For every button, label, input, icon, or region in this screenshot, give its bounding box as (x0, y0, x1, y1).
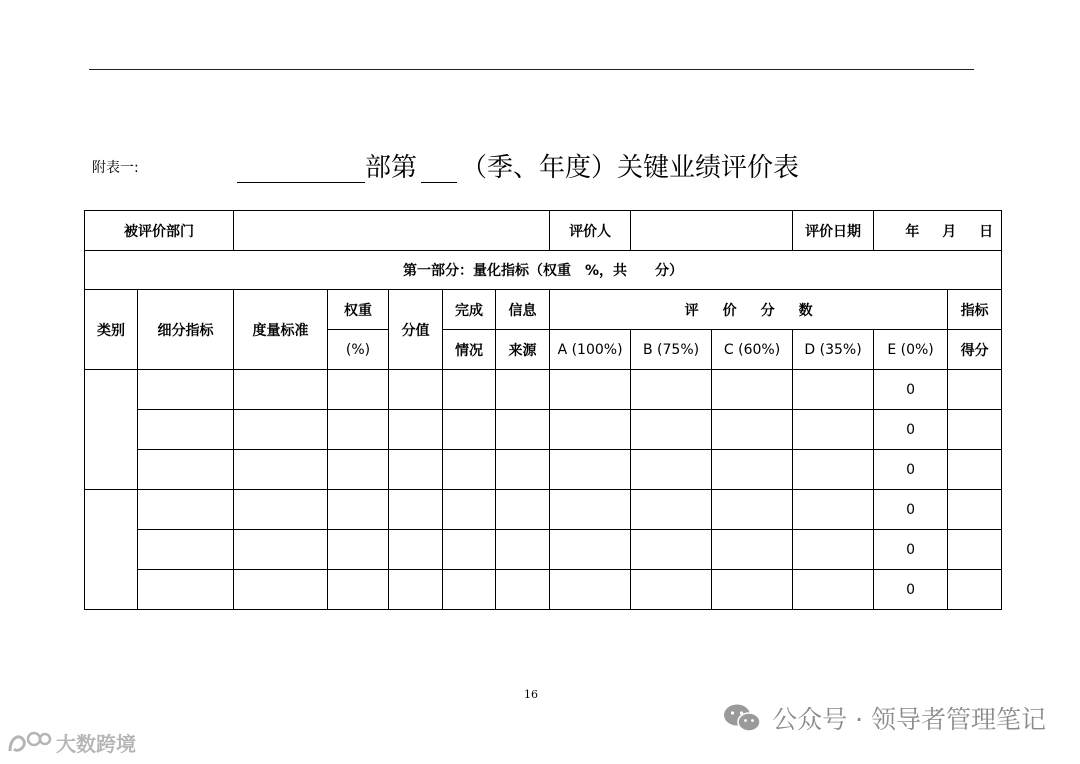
date-value (874, 211, 1002, 251)
month-label: 月 (942, 223, 957, 240)
period-blank (421, 152, 457, 183)
table-row (85, 370, 1002, 410)
eval-score-header (550, 290, 948, 330)
grade-e-header: E (0%) (874, 330, 948, 370)
grade-e-value: 0 (874, 450, 948, 490)
dept-value (234, 211, 550, 251)
section-title: 第一部分：量化指标（权重 %，共 分） (85, 251, 1002, 290)
completion-header-top: 完成 (443, 290, 496, 330)
watermark-brand (6, 728, 136, 757)
watermark-right-text: 公众号 · 领导者管理笔记 (772, 705, 1046, 734)
header-rule (89, 69, 974, 70)
category-header: 类别 (85, 290, 138, 370)
grade-e-value: 0 (874, 410, 948, 450)
section-row (85, 251, 1002, 290)
table-row (85, 490, 1002, 530)
grade-e-value: 0 (874, 490, 948, 530)
page-number: 16 (524, 688, 538, 701)
category-cell-2 (85, 490, 138, 610)
department-blank (237, 152, 365, 183)
info-source-header-bottom: 来源 (496, 330, 550, 370)
grade-b-header: B (75%) (631, 330, 712, 370)
evaluator-label: 评价人 (550, 211, 631, 251)
grade-e-value: 0 (874, 370, 948, 410)
brand-logo-icon (6, 729, 52, 757)
indicator-score-header-top: 指标 (948, 290, 1002, 330)
table-row (85, 450, 1002, 490)
sub-indicator-header: 细分指标 (138, 290, 234, 370)
weight-header-bottom: (%) (328, 330, 389, 370)
info-row (85, 211, 1002, 251)
eval-char-4: 数 (798, 302, 813, 319)
evaluator-value (631, 211, 793, 251)
completion-header-bottom: 情况 (443, 330, 496, 370)
grade-e-value: 0 (874, 570, 948, 610)
indicator-score-header-bottom: 得分 (948, 330, 1002, 370)
date-label: 评价日期 (793, 211, 874, 251)
table-row (85, 570, 1002, 610)
grade-c-header: C (60%) (712, 330, 793, 370)
page-title (237, 143, 799, 183)
grade-a-header: A (100%) (550, 330, 631, 370)
watermark-left-text: 大数跨境 (56, 732, 136, 756)
eval-char-2: 价 (722, 302, 737, 319)
category-cell-1 (85, 370, 138, 490)
dept-label: 被评价部门 (85, 211, 234, 251)
table-row (85, 530, 1002, 570)
day-label: 日 (979, 223, 994, 240)
column-header-row-1 (85, 290, 1002, 330)
grade-d-header: D (35%) (793, 330, 874, 370)
score-value-header: 分值 (389, 290, 443, 370)
title-part1: 部第 (365, 153, 418, 183)
title-part2: （季、年度）关键业绩评价表 (461, 153, 800, 183)
watermark-wechat (722, 700, 1046, 736)
eval-char-3: 分 (760, 302, 775, 319)
grade-e-value: 0 (874, 530, 948, 570)
eval-char-1: 评 (684, 302, 699, 319)
wechat-icon (722, 702, 762, 734)
info-source-header-top: 信息 (496, 290, 550, 330)
year-label: 年 (905, 223, 920, 240)
evaluation-table (84, 210, 1002, 610)
weight-header-top: 权重 (328, 290, 389, 330)
table-row (85, 410, 1002, 450)
standard-header: 度量标准 (234, 290, 328, 370)
appendix-label: 附表一: (92, 160, 139, 176)
